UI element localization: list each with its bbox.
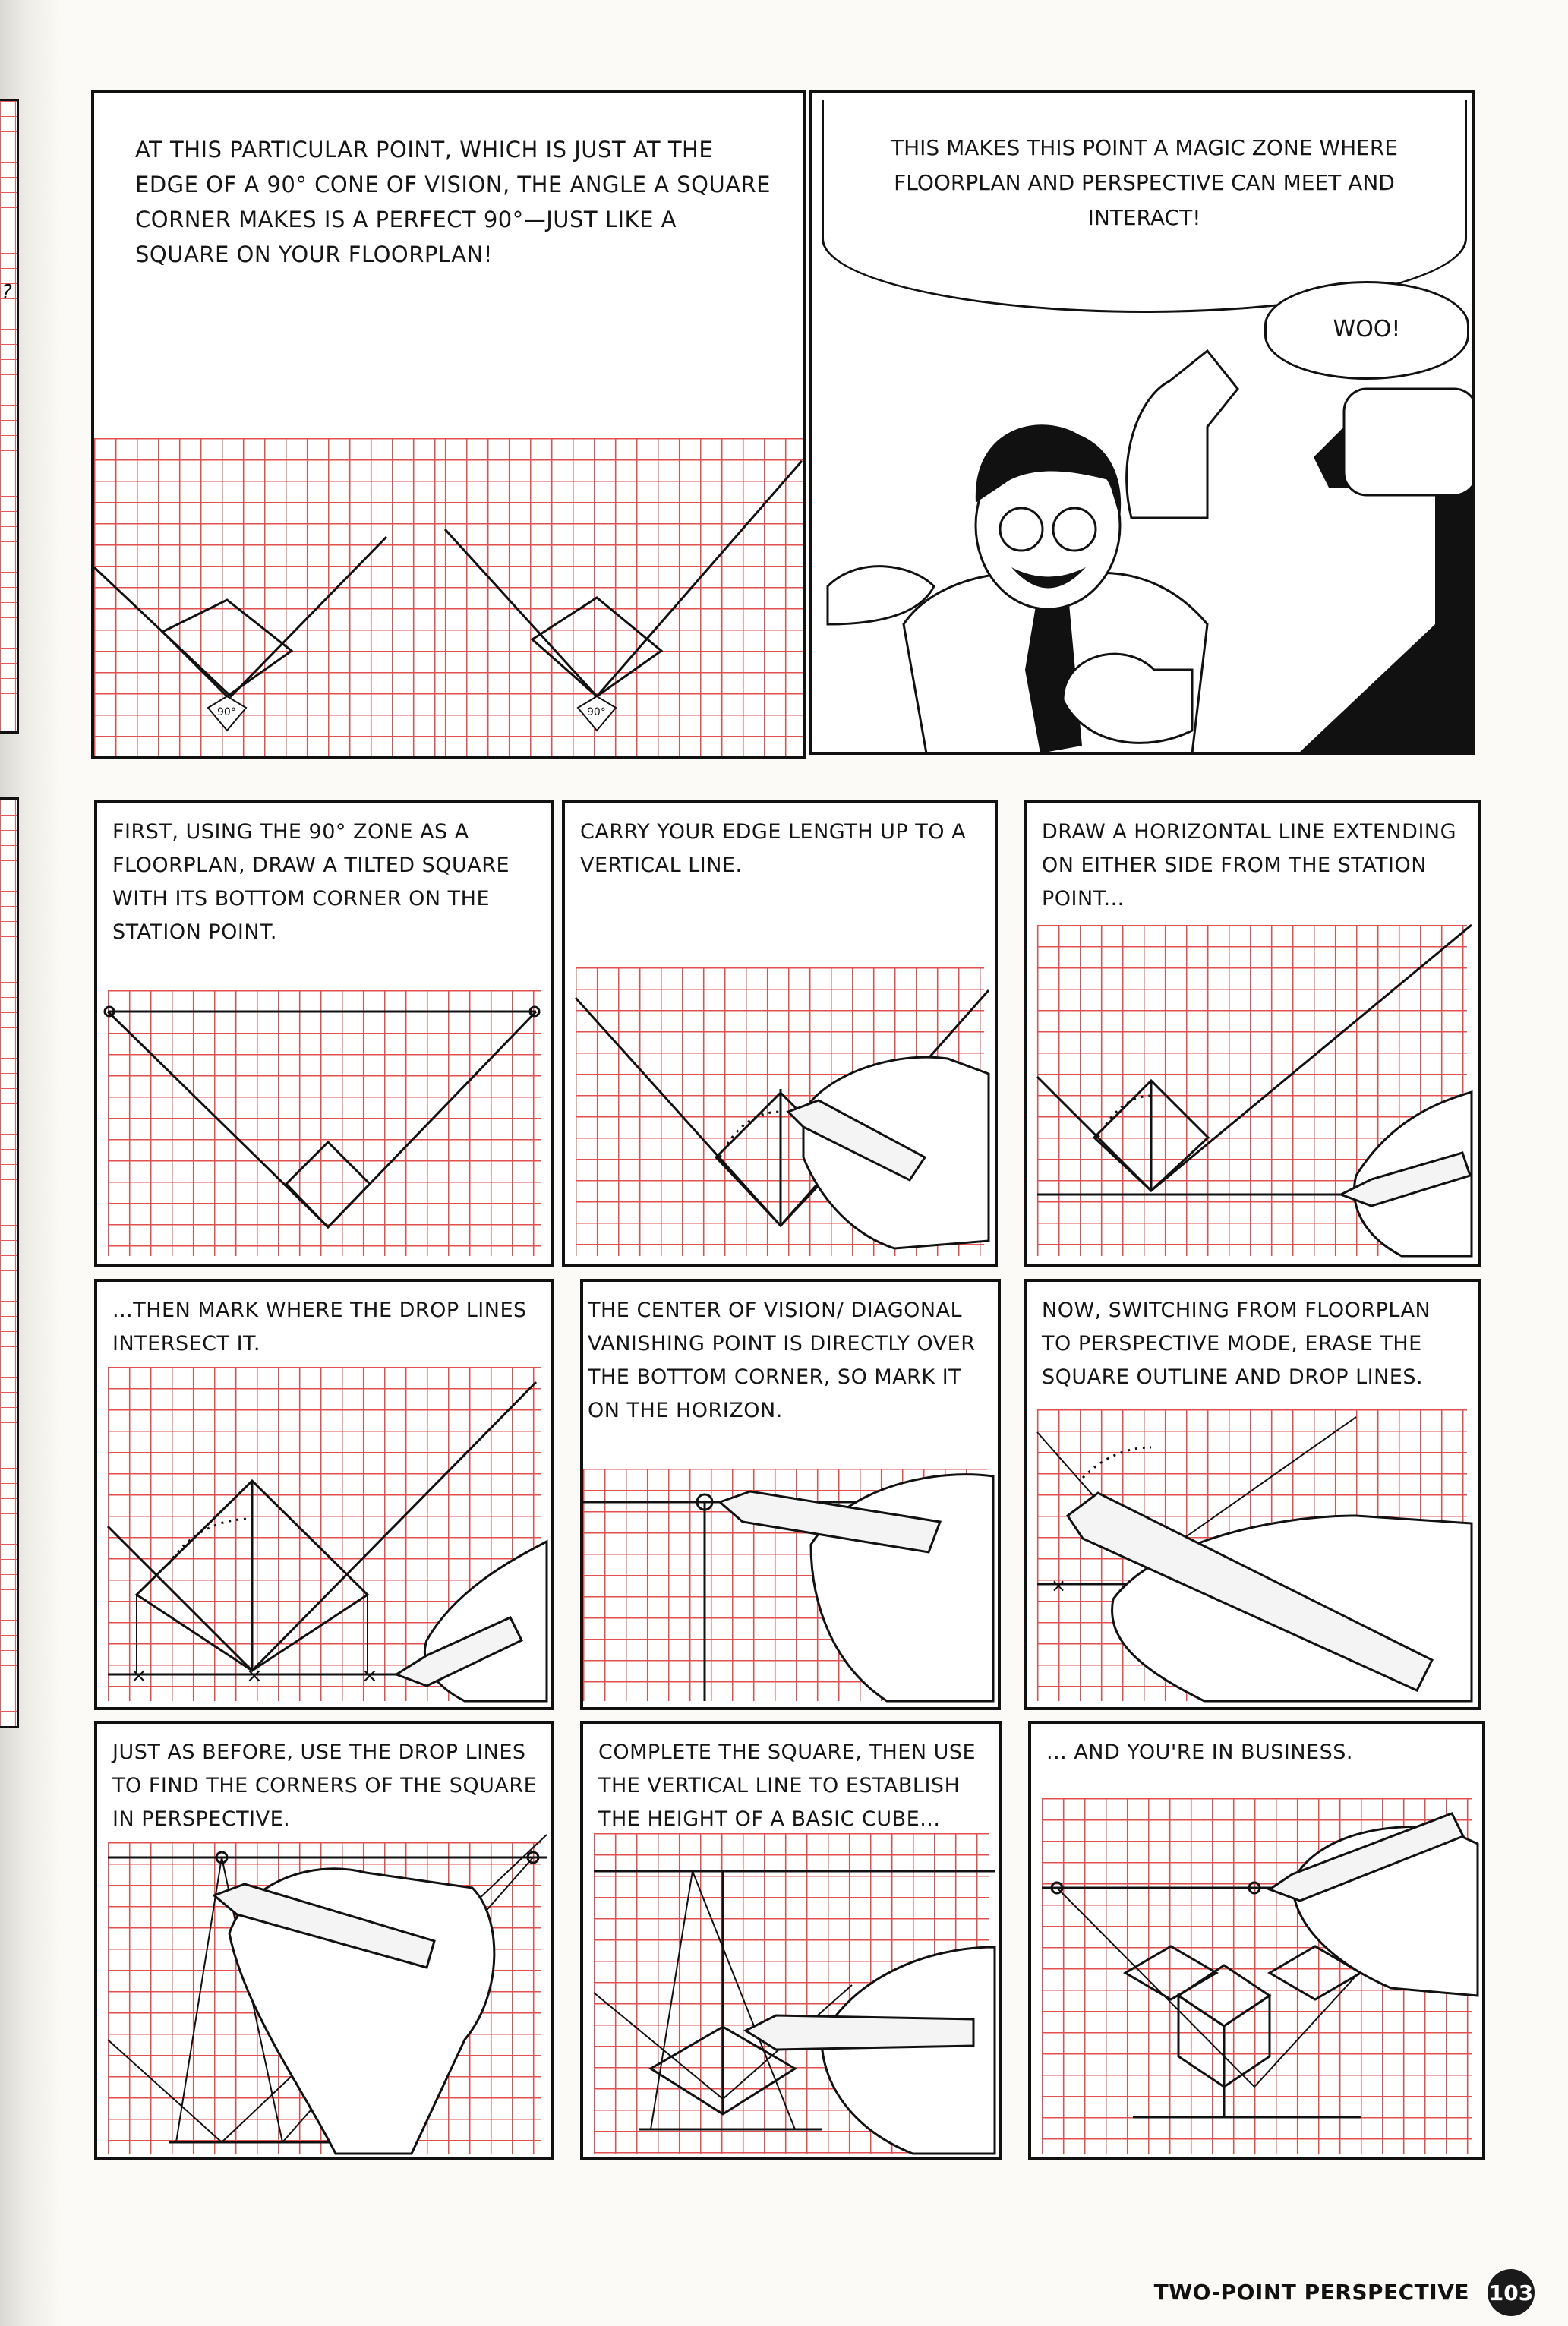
- panel-caption: JUST AS BEFORE, USE THE DROP LINES TO FIND THE CORNERS OF THE SQUARE IN PERSPECTIVE.: [112, 1741, 538, 1831]
- intersection-mark: ×: [361, 1665, 378, 1687]
- listener-head: [1344, 389, 1472, 495]
- angle-badge-text: 90°: [587, 706, 606, 718]
- step-grid: [108, 1842, 541, 2154]
- drop-line-right: [693, 1871, 795, 2129]
- step-grid: [108, 1367, 541, 1701]
- panel-step-7: [94, 1721, 554, 2160]
- floorplan-grid-left: [94, 438, 451, 757]
- cone-of-vision-lines: [445, 461, 802, 696]
- panel-caption: COMPLETE THE SQUARE, THEN USE THE VERTICAL LINE TO ESTABLISH THE HEIGHT OF A BASIC CUBE...: [598, 1741, 976, 1831]
- arc-dotted: [1098, 1096, 1151, 1138]
- step-grid: [583, 1469, 987, 1701]
- panel-step-4: [94, 1279, 554, 1710]
- speech-bubble-reply: WOO!: [1264, 281, 1469, 380]
- step-grid: [108, 990, 541, 1256]
- panel-caption: NOW, SWITCHING FROM FLOORPLAN TO PERSPECTIVE MODE, ERASE THE SQUARE OUTLINE AND DROP LINES.: [1042, 1299, 1431, 1389]
- floorplan-grid-right: [445, 438, 803, 757]
- panel-magic-zone-diagram: [91, 90, 806, 759]
- intersection-mark: ×: [246, 1665, 263, 1687]
- pencil: [746, 2015, 973, 2050]
- previous-page-question-mark: ?: [2, 281, 12, 304]
- tilted-square: [286, 1142, 370, 1227]
- step-diagram: [108, 1367, 541, 1701]
- drawing-hand: [822, 1947, 995, 2154]
- cube-top-1: [1178, 1965, 1270, 2026]
- arc-dotted: [1083, 1447, 1151, 1478]
- page-number-badge: 103: [1488, 2269, 1535, 2316]
- step-diagram: [1037, 925, 1467, 1256]
- panel-step-9: [1028, 1721, 1485, 2160]
- drop-line-left: [176, 1857, 222, 2142]
- panel-step-5: [580, 1279, 1001, 1710]
- panel-step-2: [562, 800, 998, 1267]
- cube-top-2: [1125, 1946, 1216, 1999]
- step-diagram: [594, 1833, 989, 2154]
- section-title-footer: TWO-POINT PERSPECTIVE: [1153, 2280, 1469, 2305]
- panel-caption: THE CENTER OF VISION/ DIAGONAL VANISHING POINT IS DIRECTLY OVER THE BOTTOM CORNER, SO MARK IT ON THE HORIZON.: [588, 1299, 976, 1422]
- raised-hand-right: [1127, 351, 1238, 518]
- panel-step-6: [1024, 1279, 1481, 1710]
- panel-step-1: [94, 800, 554, 1267]
- step-diagram: [1037, 1409, 1467, 1701]
- panel-step-3: [1024, 800, 1481, 1267]
- panel-caption: CARRY YOUR EDGE LENGTH UP TO A VERTICAL LINE.: [580, 820, 967, 877]
- step-grid: [1042, 1798, 1472, 2154]
- step-diagram: [1042, 1798, 1472, 2154]
- angle-badge-text: 90°: [217, 706, 236, 718]
- intersection-mark: ×: [1051, 1575, 1067, 1596]
- step-diagram: [108, 990, 541, 1256]
- previous-page-panel-edge-lower: [0, 797, 19, 1728]
- panel-step-8: [580, 1721, 1002, 2160]
- cone-diagram-left: [94, 438, 451, 757]
- panel-caption: FIRST, USING THE 90° ZONE AS A FLOORPLAN, DRAW A TILTED SQUARE WITH ITS BOTTOM CORNER ON THE STATION POINT.: [112, 820, 510, 944]
- previous-page-panel-edge: [0, 99, 19, 734]
- cone-lines: [108, 1012, 536, 1227]
- step-diagram: [108, 1842, 541, 2154]
- panel-caption: ... AND YOU'RE IN BUSINESS.: [1046, 1741, 1353, 1764]
- step-grid: [594, 1833, 989, 2154]
- panel-instructor-speech: [809, 90, 1475, 755]
- speech-bubble-main: THIS MAKES THIS POINT A MAGIC ZONE WHERE FLOORPLAN AND PERSPECTIVE CAN MEET AND INTERACT!: [822, 100, 1467, 313]
- step-grid: [576, 967, 984, 1256]
- step-grid: [1037, 1409, 1467, 1701]
- step-grid: [1037, 925, 1467, 1256]
- step-diagram: [576, 967, 984, 1256]
- panel-caption: AT THIS PARTICULAR POINT, WHICH IS JUST AT THE EDGE OF A 90° CONE OF VISION, THE ANGLE A SQUARE CORNER MAKES IS A PERFECT 90°—JUST LIKE A SQUARE ON YOUR FLOORPLAN!: [135, 137, 771, 267]
- arc-dotted: [169, 1519, 252, 1564]
- arc-dotted: [720, 1112, 781, 1157]
- step-diagram: [583, 1469, 987, 1701]
- cone-of-vision-lines: [94, 537, 386, 696]
- panel-caption: ...THEN MARK WHERE THE DROP LINES INTERSECT IT.: [112, 1299, 527, 1356]
- cube-side-1: [1178, 1996, 1224, 2087]
- cube-side-2: [1224, 1996, 1270, 2087]
- tilted-square: [162, 600, 292, 696]
- cone-diagram-right: [445, 438, 803, 757]
- intersection-mark: ×: [131, 1665, 147, 1687]
- panel-caption: DRAW A HORIZONTAL LINE EXTENDING ON EITHER SIDE FROM THE STATION POINT...: [1042, 820, 1457, 911]
